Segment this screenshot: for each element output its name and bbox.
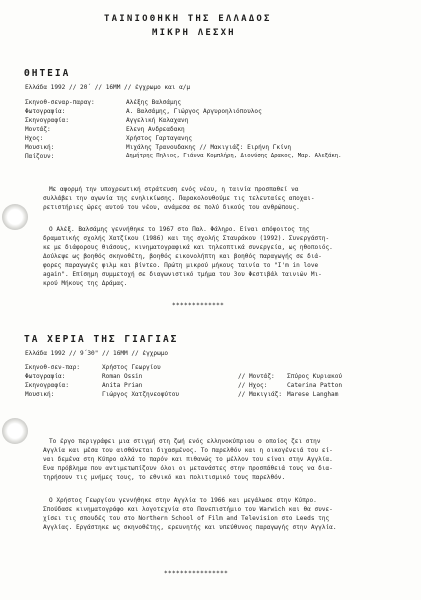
header-club-name: ΜΙΚΡΗ ΛΕΣΧΗ — [152, 28, 236, 38]
credit-name: Δημήτρης Πηλιος, Γιάννα Κομπλήρη, Διονύσης Δρακος, Μαρ. Αλεξάκη. — [126, 153, 342, 159]
credit-name: Αγγελική Καλαχανη — [126, 117, 189, 124]
credit-name: Σπύρος Κυριακού — [287, 373, 343, 380]
paragraph-line: κε με διάφορους θιάσους, κινηματογραφικά και τηλεοπτικά συνεργεία, ως ηθοποιός. — [43, 244, 333, 251]
paragraph-line: τηρήσουν τις μνήμες τους, το εθνικό και πολιτισμικό τους παρελθόν. — [43, 474, 286, 481]
section-separator: ************* — [172, 302, 225, 309]
film1-title: ΘΗΤΕΙΑ — [24, 68, 71, 79]
credit-role: Μουσική: — [25, 144, 55, 151]
paragraph-line: Ο Αλέξ. Βαλσάμης γεννήθηκε το 1967 στο Παλ. Φάληρο. Είναι απόφοιτος της — [49, 226, 310, 233]
paragraph-line: ρετιστήριες ώρες αυτού του νέου, ανάμεσα σε πολύ δικούς του ανθρώπους. — [43, 204, 300, 211]
paragraph-line: κρού Μήκους της Δράμας. — [43, 280, 128, 287]
credit-role: Παίζουν: — [25, 153, 55, 160]
paragraph-line: Ενα πρόβλημα που αντιμετωπίζουν όλοι οι μετανάστες στην προσπάθειά τους να δια- — [43, 465, 333, 472]
credit-role: Φωτογραφία: — [25, 373, 66, 380]
paragraph-line: Το έργο περιγράφει μια στιγμή στη ζωή ενός ελληνοκύπριου ο οποίος ζει στην — [49, 438, 321, 445]
credit-role: Ηχος: — [25, 135, 44, 142]
credit-name: Χρήστος Γεωργίου — [102, 364, 161, 371]
credit-role: // Μακιγιάζ: — [238, 391, 283, 398]
credit-role: Μοντάζ: — [25, 126, 51, 133]
punch-hole-top — [2, 204, 28, 230]
film1-meta: Ελλάδα 1992 // 20΄ // 16ΜΜ // έγχρωμο και α/μ — [25, 84, 191, 91]
credit-role: // Ηχος: — [238, 382, 268, 389]
credit-role: Μουσική: — [25, 391, 55, 398]
credit-role: Σκηνογραφία: — [25, 382, 70, 389]
credit-name: Γιώργος Χατζηνεοφύτου — [102, 391, 180, 398]
section-separator: **************** — [164, 570, 229, 577]
punch-hole-bottom — [2, 418, 28, 444]
credit-role: Σκηνοθ-σεναρ-παραγ: — [25, 99, 95, 106]
paragraph-line: Αγγλία και μέσα του αισθάνεται διχασμένος. Το παρελθόν και η οικογένειά του εί- — [43, 447, 333, 454]
paragraph-line: δραματικής σχολής Χατζίκου (1986) και της σχολής Σταυράκου (1992). Συνεργάστη- — [43, 235, 330, 242]
paragraph-line: Σπούδασε κινηματογράφο και λογοτεχνία στο Πανεπιστήμιο του Warwich και θα συνε- — [43, 506, 333, 513]
credit-name: Μιχάλης Τρανουδακης // Μακιγιάζ: Ειρήνη Γκίνη — [126, 144, 292, 151]
paragraph-line: χίσει τις σπουδές του στο Northern School of Film and Television στο Leeds της — [43, 515, 330, 522]
credit-role: Φωτογραφία: — [25, 108, 66, 115]
paragraph-line: φορες παραγωγές φιλμ και βίντεο. Πρώτη μικρού μήκους ταινία το "I'm in love — [43, 262, 319, 269]
credit-name: Anita Prian — [102, 382, 143, 389]
paragraph-line: again". Επίσημη συμμετοχή σε διαγωνιστικό τμήμα του 3ου Φεστιβάλ ταινιών Μι- — [43, 271, 322, 278]
paragraph-line: Δούλεψε ως βοηθός σκηνοθέτη, βοηθός εικονολήπτη και βοηθός παραγωγής σε διά- — [43, 253, 322, 260]
credit-name: Ελενη Ανδρεαδακη — [126, 126, 185, 133]
credit-role: // Μοντάζ: — [238, 373, 275, 380]
header-archive-name: ΤΑΙΝΙΟΘΗΚΗ ΤΗΣ ΕΛΛΑΔΟΣ — [104, 14, 272, 24]
paragraph-line: Αγγλίας. Εργάστηκε ως σκηνοθέτης, ερευνητής και υπεύθυνος παραγωγής στην Αγγλία. — [43, 524, 337, 531]
credit-name: Α. Βαλσάμης, Γιώργος Αργυροηλιόπουλος — [126, 108, 262, 115]
credit-name: Χρήστος Γαρταγανης — [126, 135, 193, 142]
credit-name: Roman Ossin — [102, 373, 143, 380]
credit-role: Σκηνοθ-σεν-παρ: — [25, 364, 81, 371]
film2-title: ΤΑ ΧΕΡΙΑ ΤΗΣ ΓΙΑΓΙΑΣ — [24, 334, 179, 345]
paragraph-line: Με αφορμή την υποχρεωτική στράτευση ενός νέου, η ταινία προσπαθεί να — [49, 186, 299, 193]
credit-name: Αλέξης Βαλσάμης — [126, 99, 182, 106]
paragraph-line: Ο Χρήστος Γεωργίου γεννήθηκε στην Αγγλία το 1966 και μεγάλωσε στην Κύπρο. — [49, 497, 317, 504]
paragraph-line: συλλάβει την αγωνία της ενηλικίωσης. Παρακολουθούμε τις τελευταίες αποχαι- — [43, 195, 315, 202]
film2-meta: Ελλάδα 1992 // 9΄30" // 16ΜΜ // έγχρωμο — [25, 350, 169, 357]
credit-name: Caterina Patton — [287, 382, 343, 389]
credit-name: Marese Langham — [287, 391, 339, 398]
credit-role: Σκηνογραφία: — [25, 117, 70, 124]
paragraph-line: ναι δεμένα στη Κύπρο αλλά το παρόν και πιθανώς το μέλλον του είναι στην Αγγλία. — [43, 456, 333, 463]
